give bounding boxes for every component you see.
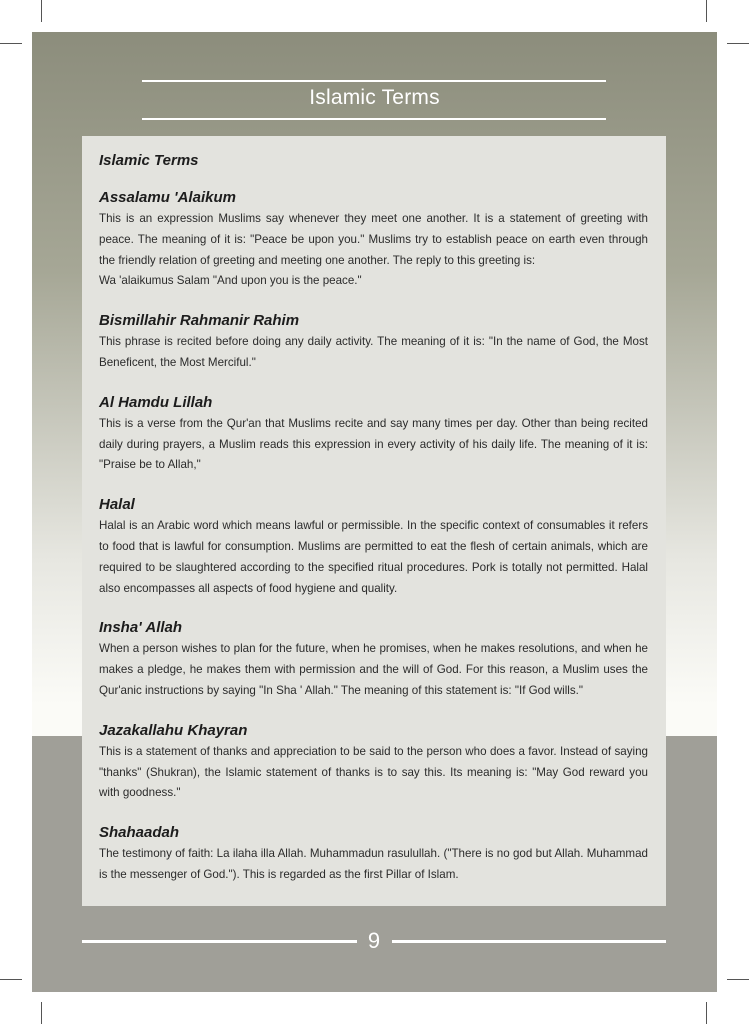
term-description: This is a verse from the Qur'an that Muslims recite and say many times per day. Other than being recited daily during prayers, a Muslim reads this expression in every activity of his daily life. The meaning of it is: "Praise be to Allah," [99,416,648,472]
footer-rule-left [82,940,357,943]
term-al-hamdu-lillah [99,394,648,476]
crop-mark [727,979,749,980]
content-box [82,136,666,906]
footer-rule-right [392,940,666,943]
term-title: Insha' Allah [99,619,183,637]
term-description: When a person wishes to plan for the future, when he promises, when he makes resolutions, and when he makes a pledge, he makes them with permission and the will of God. For this reason, a Muslim uses the Qur'anic instructions by saying "In Sha ' Allah." The meaning of this statement is: "If God wills." [99,642,648,697]
term-insha-allah [99,619,648,701]
term-description: Halal is an Arabic word which means lawful or permissible. In the specific context of consumables it refers to food that is lawful for consumption. Muslims are permitted to eat the flesh of certain animals, which are required to be slaughtered according to the specified ritual procedures. Pork is totally not permitted. Halal also encompasses all aspects of food hygiene and quality. [99,519,648,595]
term-title: Shahaadah [99,824,180,842]
crop-mark [727,43,749,44]
term-title: Assalamu 'Alaikum [99,189,236,206]
content-heading: Islamic Terms [99,152,199,169]
term-title: Al Hamdu Lillah [99,393,213,411]
crop-mark [0,979,22,980]
crop-mark [706,1002,707,1024]
term-title: Bismillahir Rahmanir Rahim [99,312,300,330]
crop-mark [706,0,707,22]
term-jazakallahu-khayran [99,722,648,804]
term-description-reply: Wa 'alaikumus Salam "And upon you is the peace." [99,274,362,288]
page-number: 9 [367,928,381,953]
term-title: Jazakallahu Khayran [99,721,248,739]
page-title: Islamic Terms [309,86,440,109]
page [32,32,717,992]
term-halal [99,496,648,599]
term-title: Halal [99,496,135,514]
crop-mark [0,43,22,44]
term-description: This is an expression Muslims say whenever they meet one another. It is a statement of greeting with peace. The meaning of it is: "Peace be upon you." Muslims try to establish peace on earth even through the friendly relation of greeting and meeting one another. The reply to this greeting is: [99,212,648,267]
term-shahaadah [99,824,648,886]
term-assalamu-alaikum [99,189,648,292]
header-rule-top [142,80,606,82]
term-bismillah [99,312,648,374]
term-description: This phrase is recited before doing any daily activity. The meaning of it is: "In the name of God, the Most Beneficent, the Most Merciful." [99,335,648,369]
crop-mark [41,0,42,22]
header-rule-bottom [142,118,606,120]
crop-mark [41,1002,42,1024]
term-description: This is a statement of thanks and appreciation to be said to the person who does a favor. Instead of saying "thanks" (Shukran), the Islamic statement of thanks is to say this. Its meaning is: "May God reward you with goodness." [99,744,648,800]
term-description: The testimony of faith: La ilaha illa Allah. Muhammadun rasulullah. ("There is no god but Allah. Muhammad is the messenger of God."). This is regarded as the first Pillar of Islam. [99,847,648,881]
